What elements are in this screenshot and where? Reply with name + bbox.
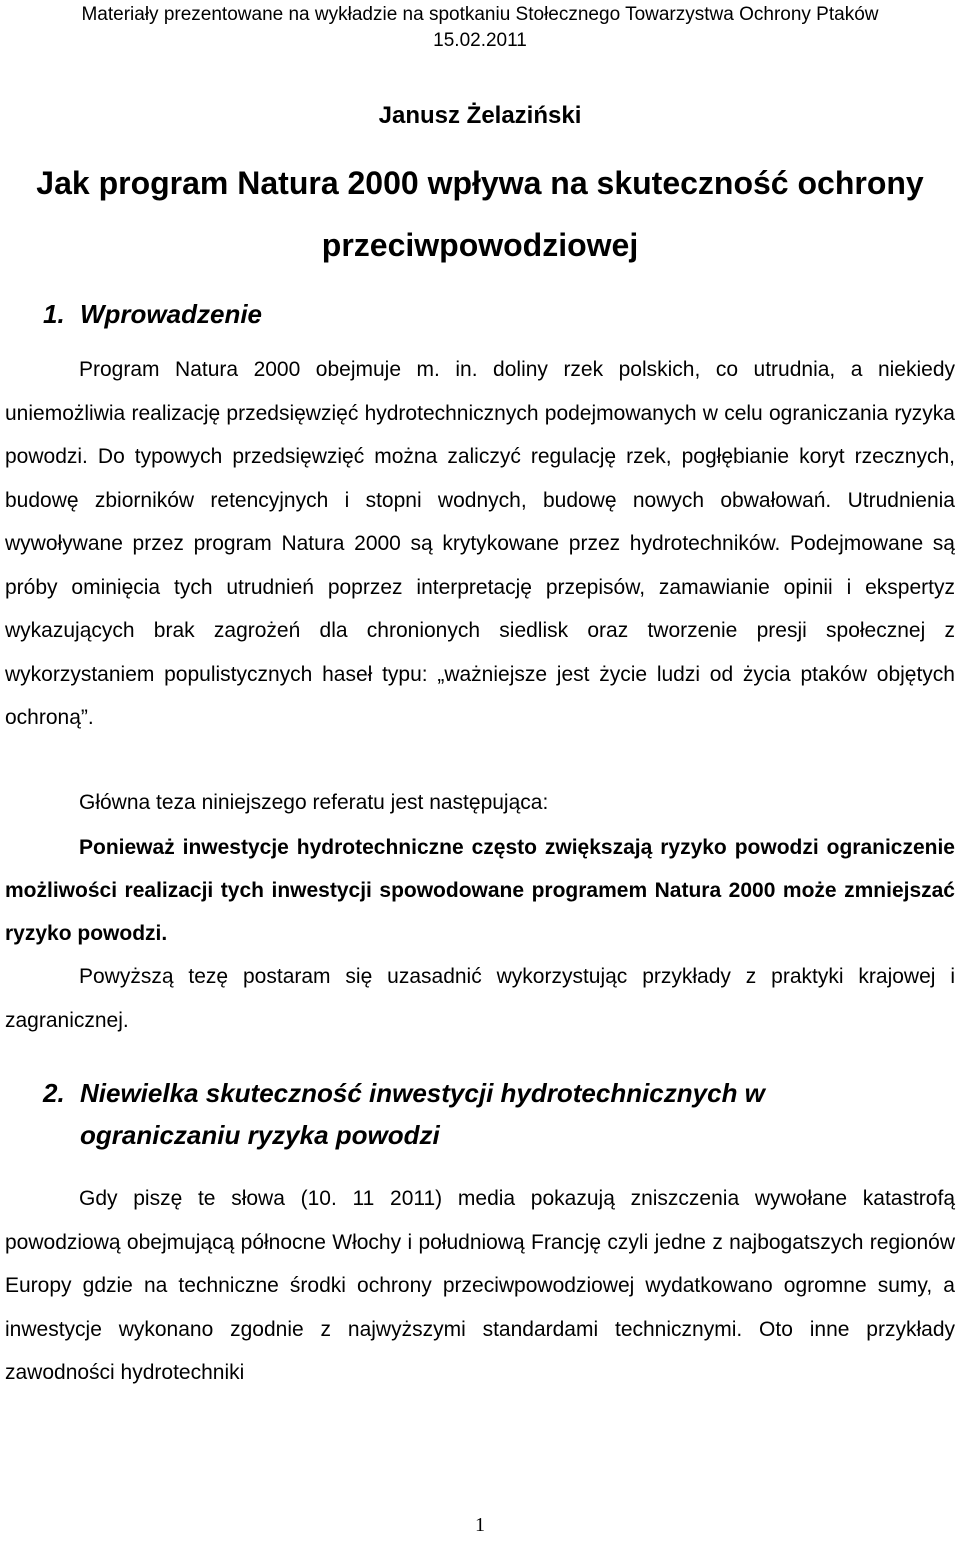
section-2-paragraph-1: Gdy piszę te słowa (10. 11 2011) media pokazują zniszczenia wywołane katastrofą powodziową obejmującą północne Włochy i południową Francję czyli jedne z najbogatszych regionów Europy gdzie na techniczne środki ochrony przeciwpowodziowej wydatkowano ogromne sumy, a inwestycje wykonano zgodnie z najwyższymi standardami technicznymi. Oto inne przykłady zawodności hydrotechniki	[5, 1187, 955, 1384]
section-2-title-line-2: ograniczaniu ryzyka powodzi	[80, 1120, 440, 1150]
section-2-title-line-1: Niewielka skuteczność inwestycji hydrotechnicznych w	[80, 1078, 765, 1108]
section-1-title: Wprowadzenie	[80, 299, 263, 329]
section-2-heading	[43, 1073, 765, 1155]
section-2-number: 2.	[43, 1078, 65, 1108]
section-1-paragraph-1: Program Natura 2000 obejmuje m. in. doliny rzek polskich, co utrudnia, a niekiedy uniemożliwia realizację przedsięwzięć hydrotechnicznych podejmowanych w celu ograniczania ryzyka powodzi. Do typowych przedsięwzięć można zaliczyć regulację rzek, pogłębianie koryt rzecznych, budowę zbiorników retencyjnych i stopni wodnych, budowę nowych obwałowań. Utrudnienia wywoływane przez program Natura 2000 są krytykowane przez hydrotechników. Podejmowane są próby ominięcia tych utrudnień poprzez interpretację przepisów, zamawianie opinii i ekspertyz wykazujących brak zagrożeń dla chronionych siedlisk oraz tworzenie presji społecznej z wykorzystaniem populistycznych haseł typu: „ważniejsze jest życie ludzi od życia ptaków objętych ochroną”.	[5, 358, 955, 729]
title-line-2: przeciwpowodziowej	[321, 227, 639, 263]
header-line-2: 15.02.2011	[433, 30, 527, 51]
page-number: 1	[475, 1514, 485, 1536]
section-1-heading	[43, 294, 262, 334]
page-header	[0, 2, 960, 54]
section-1-number: 1.	[43, 299, 65, 329]
author-name: Janusz Żelaziński	[378, 102, 582, 129]
section-1-paragraph-4: Powyższą tezę postaram się uzasadnić wykorzystując przykłady z praktyki krajowej i zagranicznej.	[5, 965, 955, 1032]
document-title	[14, 152, 946, 276]
header-line-1: Materiały prezentowane na wykładzie na spotkaniu Stołecznego Towarzystwa Ochrony Ptaków	[81, 4, 879, 25]
title-line-1: Jak program Natura 2000 wpływa na skuteczność ochrony	[36, 165, 924, 201]
main-thesis: Ponieważ inwestycje hydrotechniczne często zwiększają ryzyko powodzi ograniczenie możliwości realizacji tych inwestycji spowodowane programem Natura 2000 może zmniejszać ryzyko powodzi.	[5, 836, 955, 945]
section-1-paragraph-2: Główna teza niniejszego referatu jest następująca:	[79, 791, 549, 814]
